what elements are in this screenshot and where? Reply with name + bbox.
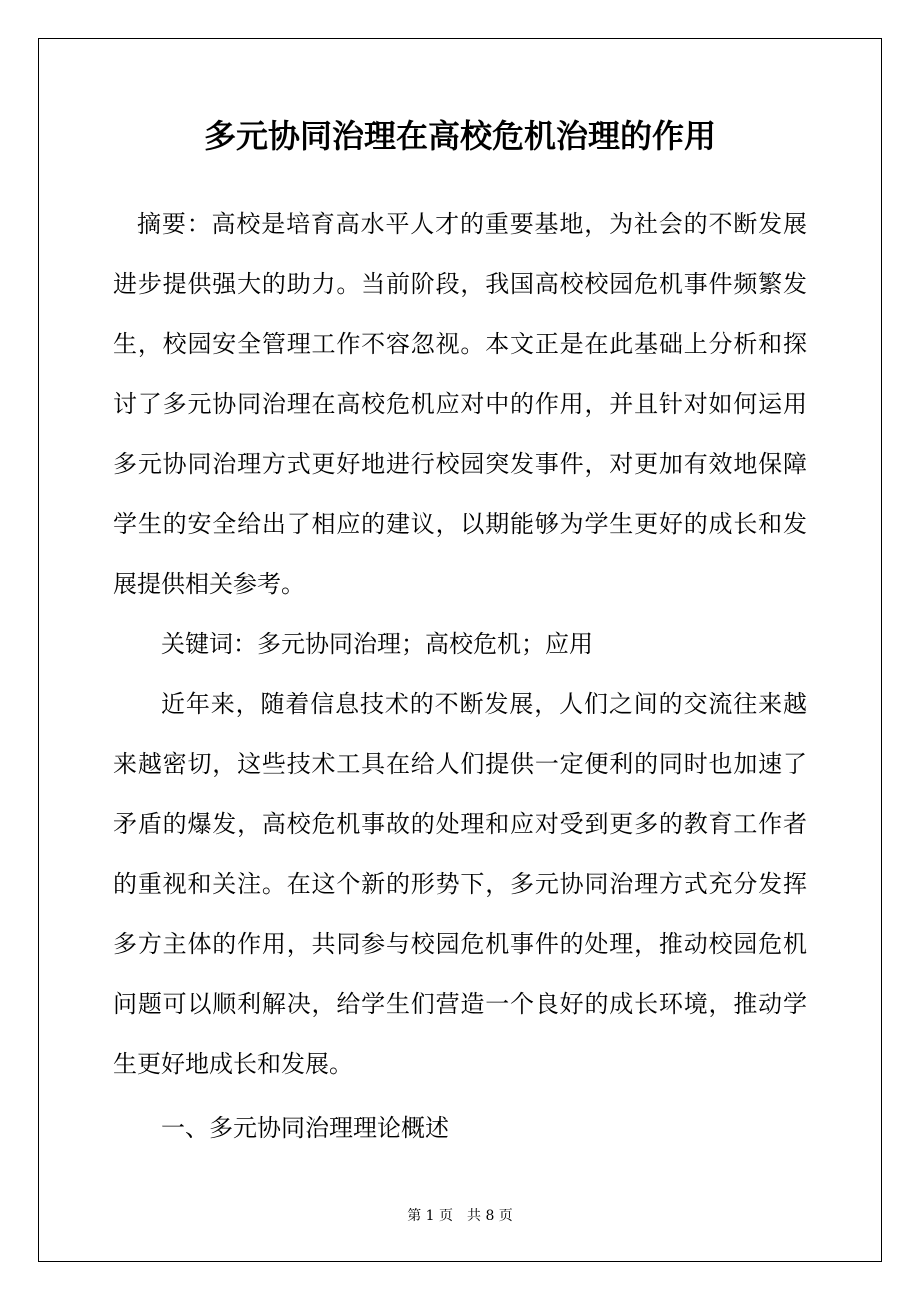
document-body <box>113 194 807 1158</box>
keywords-paragraph: 关键词：多元协同治理；高校危机；应用 <box>161 630 593 658</box>
page-number-current: 第 1 页 <box>407 1208 453 1224</box>
intro-paragraph: 近年来，随着信息技术的不断发展，人们之间的交流往来越来越密切，这些技术工具在给人们提供一定便利的同时也加速了矛盾的爆发，高校危机事故的处理和应对受到更多的教育工作者的重视和关注。在这个新的形势下，多元协同治理方式充分发挥多方主体的作用，共同参与校园危机事件的处理，推动校园危机问题可以顺利解决，给学生们营造一个良好的成长环境，推动学生更好地成长和发展。 <box>113 690 807 1078</box>
page-footer <box>0 1206 920 1226</box>
abstract-paragraph: 摘要：高校是培育高水平人才的重要基地，为社会的不断发展进步提供强大的助力。当前阶段，我国高校校园危机事件频繁发生，校园安全管理工作不容忽视。本文正是在此基础上分析和探讨了多元协同治理在高校危机应对中的作用，并且针对如何运用多元协同治理方式更好地进行校园突发事件，对更加有效地保障学生的安全给出了相应的建议，以期能够为学生更好的成长和发展提供相关参考。 <box>113 210 807 598</box>
page-number-total: 共 8 页 <box>467 1208 513 1224</box>
section-heading: 一、多元协同治理理论概述 <box>161 1114 449 1142</box>
document-title: 多元协同治理在高校危机治理的作用 <box>203 117 716 155</box>
